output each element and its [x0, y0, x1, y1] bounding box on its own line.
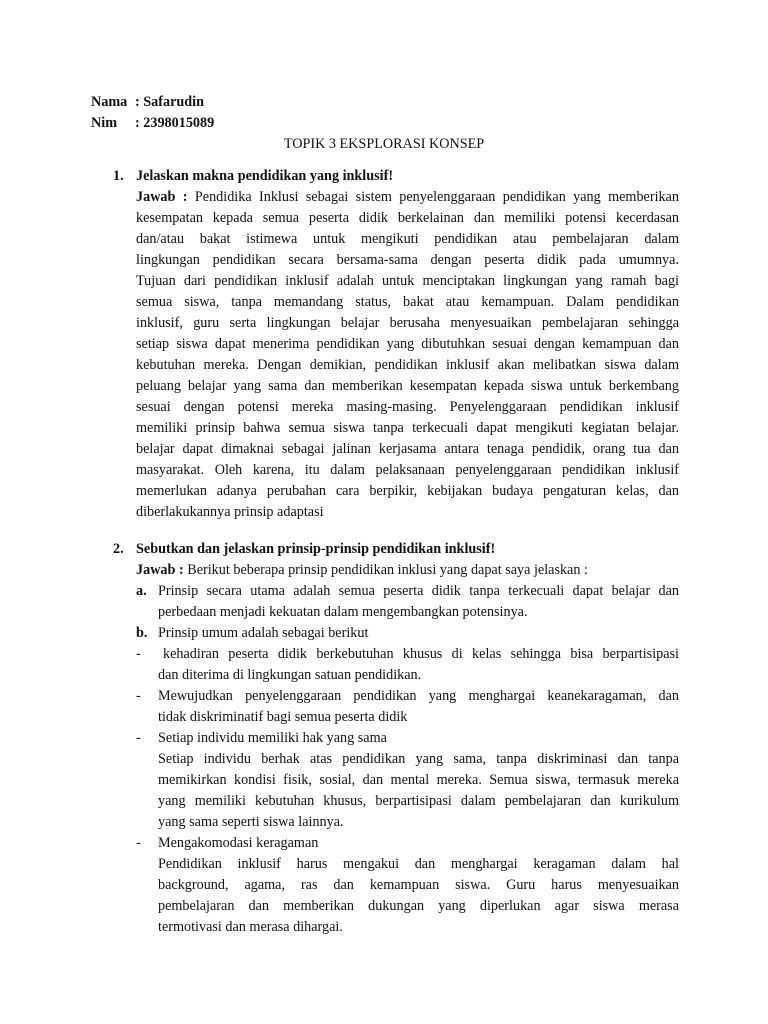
answer-1-line: Tujuan dari pendidikan inklusif adalah untuk menciptakan lingkungan yang ramah bagi: [136, 273, 679, 289]
answer-1-label: Jawab :: [136, 189, 188, 205]
answer-1-line: diberlakukannya prinsip adaptasi: [136, 504, 324, 520]
bullet-line: pembelajaran dan memberikan dukungan yang diperlukan agar siswa merasa: [158, 898, 679, 914]
bullet-marker: -: [136, 646, 141, 662]
bullet-marker: -: [136, 688, 141, 704]
bullet-line: tidak diskriminatif bagi semua peserta didik: [158, 709, 408, 725]
answer-1-line: sesuai dengan potensi mereka masing-masing. Penyelenggaraan pendidikan inklusif: [136, 399, 679, 415]
bullet-line: Setiap individu berhak atas pendidikan yang sama, tanpa diskriminasi dan tanpa: [158, 751, 679, 767]
bullet-line: dan diterima di lingkungan satuan pendidikan.: [158, 667, 422, 683]
point-a-line: Prinsip secara utama adalah semua peserta didik tanpa terkecuali dapat belajar dan: [158, 583, 679, 599]
nim-value: : 2398015089: [135, 115, 215, 131]
answer-1-line: kebutuhan mereka. Dengan demikian, pendidikan inklusif akan melibatkan siswa dalam: [136, 357, 679, 373]
bullet-line: Setiap individu memiliki hak yang sama: [158, 730, 387, 746]
point-b-text: Prinsip umum adalah sebagai berikut: [158, 625, 369, 641]
answer-1-line: memerlukan adanya perubahan cara berpikir, kebijakan budaya pengaturan kelas, dan: [136, 483, 679, 499]
bullet-line: Mewujudkan penyelenggaraan pendidikan yang menghargai keanekaragaman, dan: [158, 688, 679, 704]
bullet-line: kehadiran peserta didik berkebutuhan khusus di kelas sehingga bisa berpartisipasi: [163, 646, 679, 662]
bullet-line: background, agama, ras dan kemampuan siswa. Guru harus menyesuaikan: [158, 877, 679, 893]
name-label: Nama: [91, 94, 128, 110]
bullet-marker: -: [136, 835, 141, 851]
answer-1-first-line: [136, 187, 679, 208]
answer-1-line: inklusif, guru serta lingkungan belajar berusaha menyesuaikan pembelajaran sehingga: [136, 315, 679, 331]
name-value: : Safarudin: [135, 94, 204, 110]
document-title: TOPIK 3 EKSPLORASI KONSEP: [283, 136, 485, 152]
answer-1-line: semua siswa, tanpa memandang status, bakat atau kemampuan. Dalam pendidikan: [136, 294, 679, 310]
answer-1-line: lingkungan pendidikan secara bersama-sama dengan peserta didik pada umumnya.: [136, 252, 679, 268]
nim-label: Nim: [91, 115, 118, 131]
question-1-number: 1.: [113, 168, 124, 184]
answer-1-line: peluang belajar yang sama dan memberikan kesempatan kepada siswa untuk berkembang: [136, 378, 679, 394]
answer-2-intro: Berikut beberapa prinsip pendidikan inklusi yang dapat saya jelaskan :: [187, 562, 588, 578]
answer-1-line: kesempatan kepada semua peserta didik berkelainan dan memiliki potensi kecerdasan: [136, 210, 679, 226]
question-1-text: Jelaskan makna pendidikan yang inklusif!: [136, 168, 394, 184]
answer-1-line: setiap siswa dapat menerima pendidikan yang dibutuhkan sesuai dengan kemampuan dan: [136, 336, 679, 352]
bullet-line: termotivasi dan merasa dihargai.: [158, 919, 343, 935]
answer-1-line: masyarakat. Oleh karena, itu dalam pelaksanaan penyelenggaraan pendidikan inklusif: [136, 462, 679, 478]
bullet-line: Pendidikan inklusif harus mengakui dan menghargai keragaman dalam hal: [158, 856, 679, 872]
question-2-number: 2.: [113, 541, 124, 557]
bullet-line: memikirkan kondisi fisik, sosial, dan mental mereka. Semua siswa, termasuk mereka: [158, 772, 679, 788]
point-a-marker: a.: [136, 583, 147, 599]
answer-2-label: Jawab :: [136, 562, 184, 578]
answer-1-line: belajar dapat dimaknai sebagai jalinan kerjasama antara tenaga pendidik, orang tua dan: [136, 441, 679, 457]
answer-1-line: dan/atau bakat istimewa untuk mengikuti pendidikan atau pembelajaran dalam: [136, 231, 679, 247]
bullet-line: yang memiliki kebutuhan khusus, berpartisipasi dalam pembelajaran dan kurikulum: [158, 793, 679, 809]
answer-1-line: memiliki prinsip bahwa semua siswa tanpa terkecuali dapat mengikuti kegiatan belajar.: [136, 420, 679, 436]
answer-2-intro-line: [136, 560, 588, 581]
bullet-line: Mengakomodasi keragaman: [158, 835, 319, 851]
point-a-line: perbedaan menjadi kekuatan dalam mengembangkan potensinya.: [158, 604, 528, 620]
answer-1-line: Pendidika Inklusi sebagai sistem penyelenggaraan pendidikan yang memberikan: [194, 189, 680, 205]
bullet-marker: -: [136, 730, 141, 746]
bullet-line: yang sama seperti siswa lainnya.: [158, 814, 344, 830]
point-b-marker: b.: [136, 625, 148, 641]
question-2-text: Sebutkan dan jelaskan prinsip-prinsip pendidikan inklusif!: [136, 541, 496, 557]
